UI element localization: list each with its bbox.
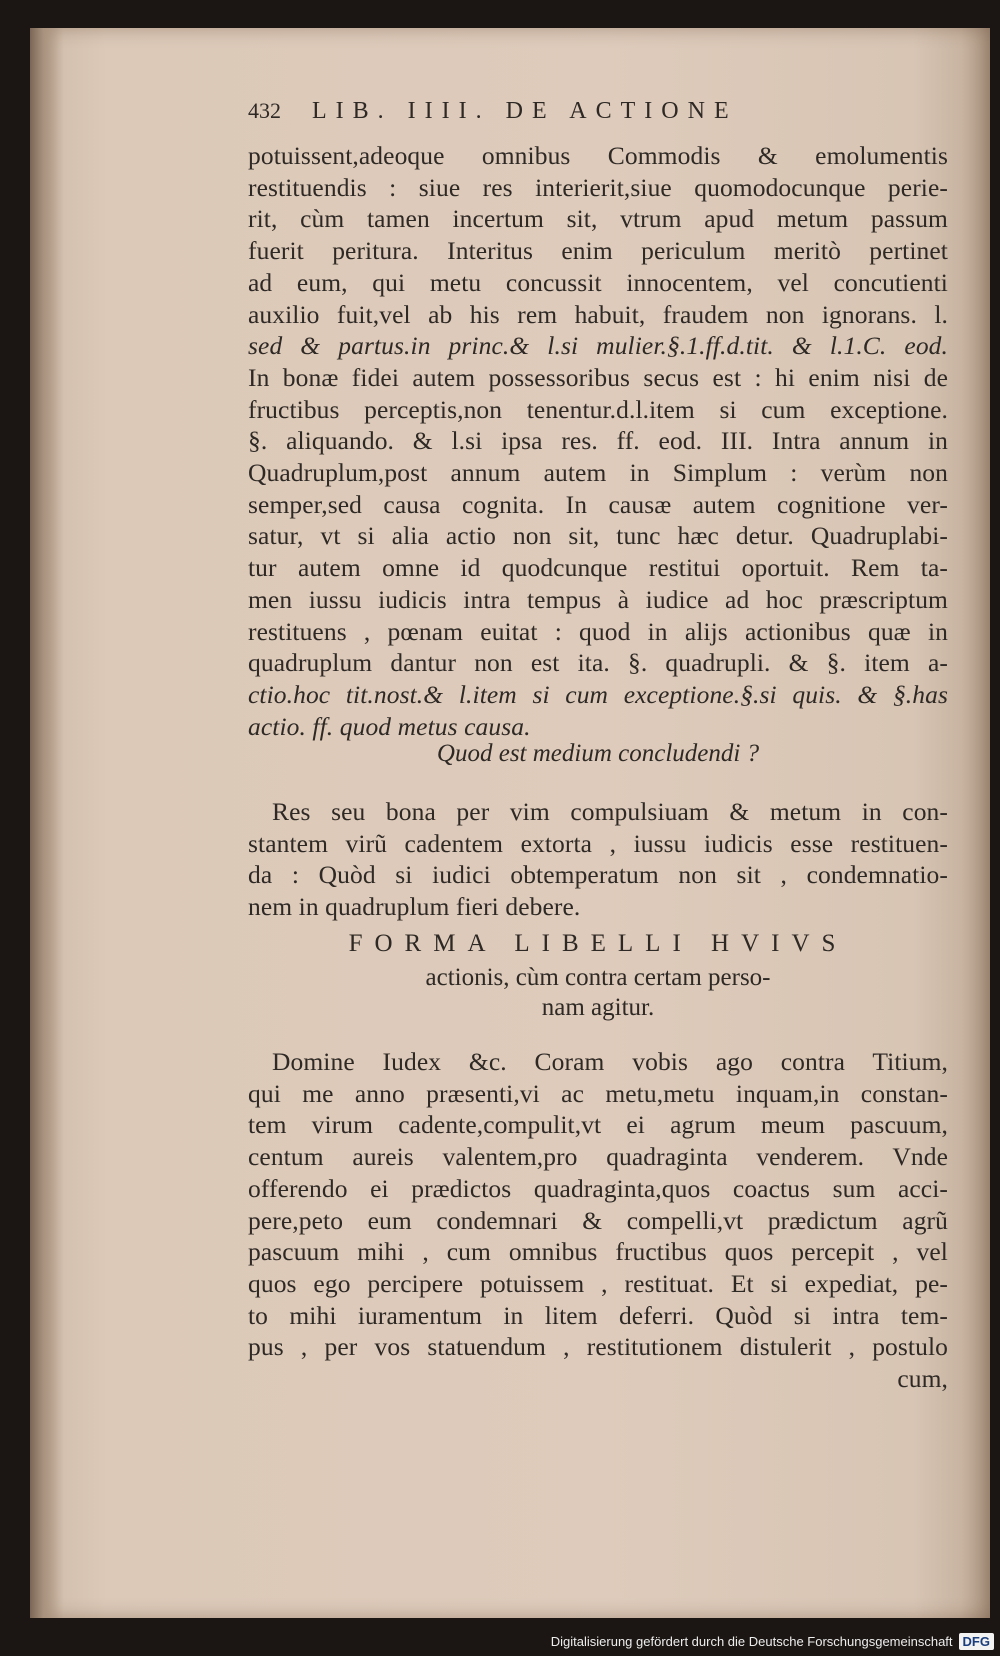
text-line: §. aliquando. & l.si ipsa res. ff. eod. III. Intra annum in: [248, 426, 948, 456]
section-question-heading: Quod est medium concludendi ?: [436, 740, 760, 767]
forma-libelli-heading: [248, 930, 948, 1022]
text-line: pus , per vos statuendum , restitutionem distulerit , postulo: [248, 1332, 948, 1362]
forma-heading-line: actionis, cùm contra certam perso-: [425, 964, 771, 991]
text-line: restituens , pœnam euitat : quod in alijs actionibus quæ in: [248, 616, 948, 646]
text-line: In bonæ fidei autem possessoribus secus est : hi enim nisi de: [248, 362, 948, 392]
paragraph-block-2: [248, 796, 948, 923]
paragraph-block-3: [248, 1046, 948, 1395]
text-line: satur, vt si alia actio non sit, tunc hæc detur. Quadruplabi-: [248, 521, 948, 551]
citation-line: sed & partus.in princ.& l.si mulier.§.1.ff.d.tit. & l.1.C. eod.: [248, 331, 948, 361]
dfg-logo-icon: DFG: [959, 1633, 994, 1650]
text-line: pere,peto eum condemnari & compelli,vt prædictum agrũ: [248, 1205, 948, 1235]
text-line: fructibus perceptis,non tenentur.d.l.item si cum exceptione.: [248, 394, 948, 424]
digitization-credit: [551, 1630, 994, 1652]
running-title: LIB. IIII. DE ACTIONE: [312, 98, 738, 124]
text-line: men iussu iudicis intra tempus à iudice ad hoc præscriptum: [248, 584, 948, 614]
text-line: ad eum, qui metu concussit innocentem, vel concutienti: [248, 267, 948, 297]
text-line: offerendo ei prædictos quadraginta,quos coactus sum acci-: [248, 1173, 948, 1203]
text-line: Quadruplum,post annum autem in Simplum : verùm non: [248, 458, 948, 488]
text-line: to mihi iuramentum in litem deferri. Quòd si intra tem-: [248, 1300, 948, 1330]
text-line: potuissent,adeoque omnibus Commodis & emolumentis: [248, 141, 948, 170]
text-line: restituendis : siue res interierit,siue quomodocunque perie-: [248, 172, 948, 202]
text-line: rit, cùm tamen incertum sit, vtrum apud metum passum: [248, 204, 948, 234]
forma-heading-line: nam agitur.: [541, 994, 655, 1021]
text-line: Res seu bona per vim compulsiuam & metum in con-: [272, 797, 948, 826]
text-line: auxilio fuit,vel ab his rem habuit, fraudem non ignorans. l.: [248, 299, 948, 329]
credit-text: Digitalisierung gefördert durch die Deutsche Forschungsgemeinschaft: [550, 1633, 953, 1649]
text-line: quos ego percipere potuissem , restituat. Et si expediat, pe-: [248, 1268, 948, 1298]
text-line: quadruplum dantur non est ita. §. quadrupli. & §. item a-: [248, 648, 948, 678]
text-line: tur autem omne id quodcunque restitui oportuit. Rem ta-: [248, 553, 948, 583]
text-line: stantem virũ cadentem extorta , iussu iudicis esse restituen-: [248, 828, 948, 858]
running-head: [248, 98, 948, 125]
text-line: tem virum cadente,compulit,vt ei agrum meum pascuum,: [248, 1110, 948, 1140]
text-line: Domine Iudex &c. Coram vobis ago contra Titium,: [272, 1047, 948, 1076]
paragraph-block-1: [248, 140, 948, 742]
page-number: 432: [248, 98, 281, 123]
text-line: pascuum mihi , cum omnibus fructibus quos percepit , vel: [248, 1237, 948, 1267]
text-line: centum aureis valentem,pro quadraginta venderem. Vnde: [248, 1142, 948, 1172]
text-line: fuerit peritura. Interitus enim periculum meritò pertinet: [248, 236, 948, 266]
text-line: nem in quadruplum fieri debere.: [248, 892, 581, 922]
text-line: da : Quòd si iudici obtemperatum non sit , condemnatio-: [248, 860, 948, 890]
citation-line: actio. ff. quod metus causa.: [248, 711, 531, 741]
catchword: cum,: [897, 1364, 948, 1394]
text-line: qui me anno præsenti,vi ac metu,metu inquam,in constan-: [248, 1078, 948, 1108]
forma-heading-line: FORMA LIBELLI HVIVS: [348, 930, 848, 957]
citation-line: ctio.hoc tit.nost.& l.item si cum exceptione.§.si quis. & §.has: [248, 679, 948, 709]
text-line: semper,sed causa cognita. In causæ autem cognitione ver-: [248, 489, 948, 519]
